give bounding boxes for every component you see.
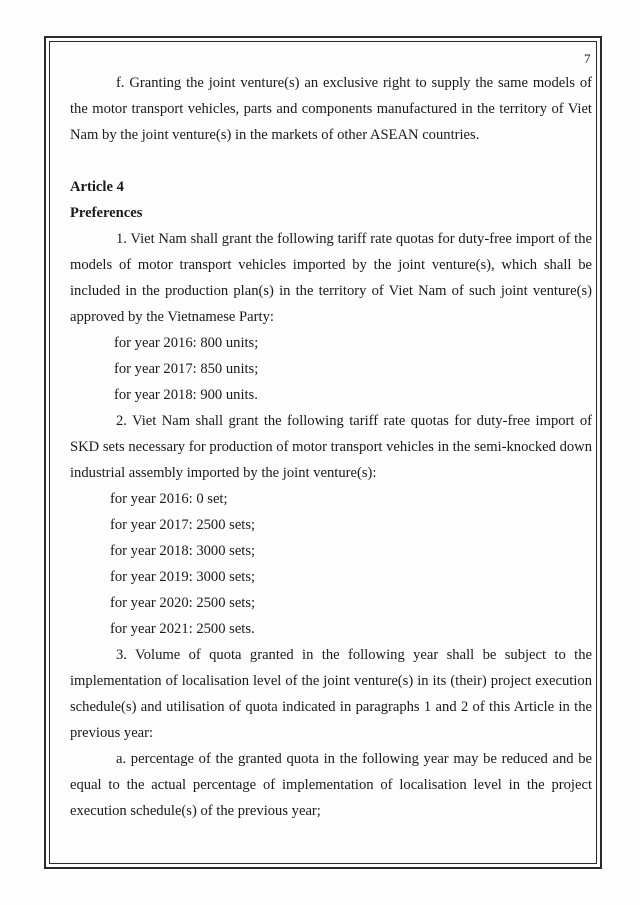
paragraph-3: 3. Volume of quota granted in the following year shall be subject to the implementation of localisation level of the joint venture(s) in its (their) project execution schedule(s) and utilisation of quota indicated in paragraphs 1 and 2 of this Article in the previous year: [70,647,592,741]
paragraph-f: f. Granting the joint venture(s) an exclusive right to supply the same models of the motor transport vehicles, parts and components manufactured in the territory of Viet Nam by the joint venture(s) in the markets of other ASEAN countries. [70,75,592,143]
quota-list-item: for year 2016: 800 units; [114,335,259,351]
document-body [70,70,592,824]
sets-list-item: for year 2020: 2500 sets; [110,595,256,611]
page-number: 7 [584,51,591,66]
article-title: Preferences [70,205,143,221]
sets-list-item: for year 2016: 0 set; [110,491,228,507]
paragraph-2: 2. Viet Nam shall grant the following tariff rate quotas for duty-free import of SKD sets necessary for production of motor transport vehicles in the semi-knocked down industrial assembly imported by the joint venture(s): [70,413,593,481]
quota-list-item: for year 2017: 850 units; [114,361,259,377]
sets-list-item: for year 2017: 2500 sets; [110,517,256,533]
spacer [70,148,592,174]
paragraph-1: 1. Viet Nam shall grant the following tariff rate quotas for duty-free import of the models of motor transport vehicles imported by the joint venture(s), which shall be included in the production plan(s) in the territory of Viet Nam of such joint venture(s) approved by the Vietnamese Party: [70,231,592,325]
paragraph-3a: a. percentage of the granted quota in the following year may be reduced and be equal to the actual percentage of implementation of localisation level in the project execution schedule(s) of the previous year; [70,751,592,819]
quota-list-item: for year 2018: 900 units. [114,387,258,403]
sets-list-item: for year 2021: 2500 sets. [110,621,255,637]
sets-list-item: for year 2018: 3000 sets; [110,543,256,559]
sets-list-item: for year 2019: 3000 sets; [110,569,256,585]
article-number: Article 4 [70,179,124,195]
